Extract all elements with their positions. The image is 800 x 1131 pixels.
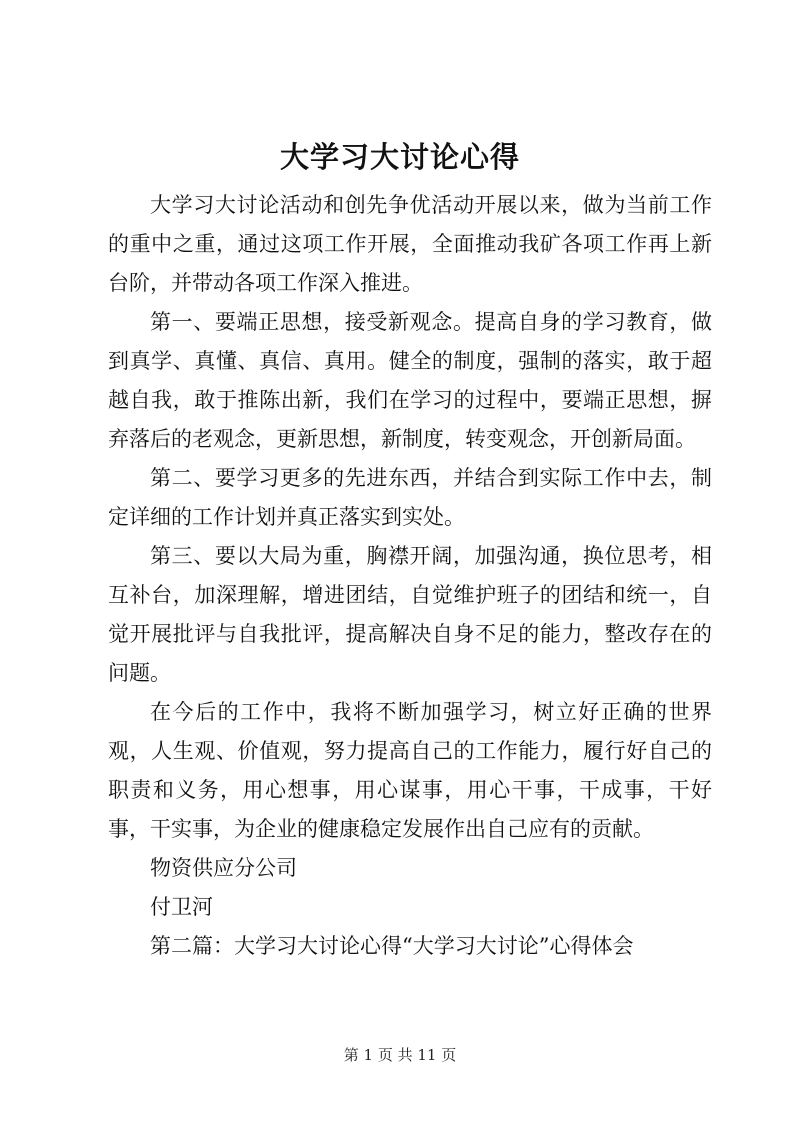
- paragraph-intro: 大学习大讨论活动和创先争优活动开展以来，做为当前工作的重中之重，通过这项工作开展，全面推动我矿各项工作再上新台阶，并带动各项工作深入推进。: [108, 193, 712, 295]
- page-number-footer: 第 1 页 共 11 页: [343, 1046, 457, 1064]
- document-title: 大学习大讨论心得: [279, 140, 520, 174]
- next-section-heading: 第二篇：大学习大讨论心得“大学习大讨论”心得体会: [150, 934, 634, 958]
- paragraph-point-two: 第二、要学习更多的先进东西，并结合到实际工作中去，制定详细的工作计划并真正落实到实处。: [108, 466, 712, 529]
- document-body: [108, 186, 712, 966]
- paragraph-point-one: 第一、要端正思想，接受新观念。提高自身的学习教育，做到真学、真懂、真信、真用。健全的制度，强制的落实，敢于超越自我，敢于推陈出新，我们在学习的过程中，要端正思想，摒弃落后的老观念，更新思想，新制度，转变观念，开创新局面。: [108, 310, 712, 451]
- paragraph-conclusion: 在今后的工作中，我将不断加强学习，树立好正确的世界观，人生观、价值观，努力提高自己的工作能力，履行好自己的职责和义务，用心想事，用心谋事，用心干事，干成事，干好事，干实事，为企业的健康稳定发展作出自己应有的贡献。: [108, 700, 712, 841]
- signature-company: 物资供应分公司: [150, 856, 297, 880]
- signature-name: 付卫河: [150, 895, 213, 919]
- paragraph-point-three: 第三、要以大局为重，胸襟开阔，加强沟通，换位思考，相互补台，加深理解，增进团结，自觉维护班子的团结和统一，自觉开展批评与自我批评，提高解决自身不足的能力，整改存在的问题。: [108, 544, 712, 685]
